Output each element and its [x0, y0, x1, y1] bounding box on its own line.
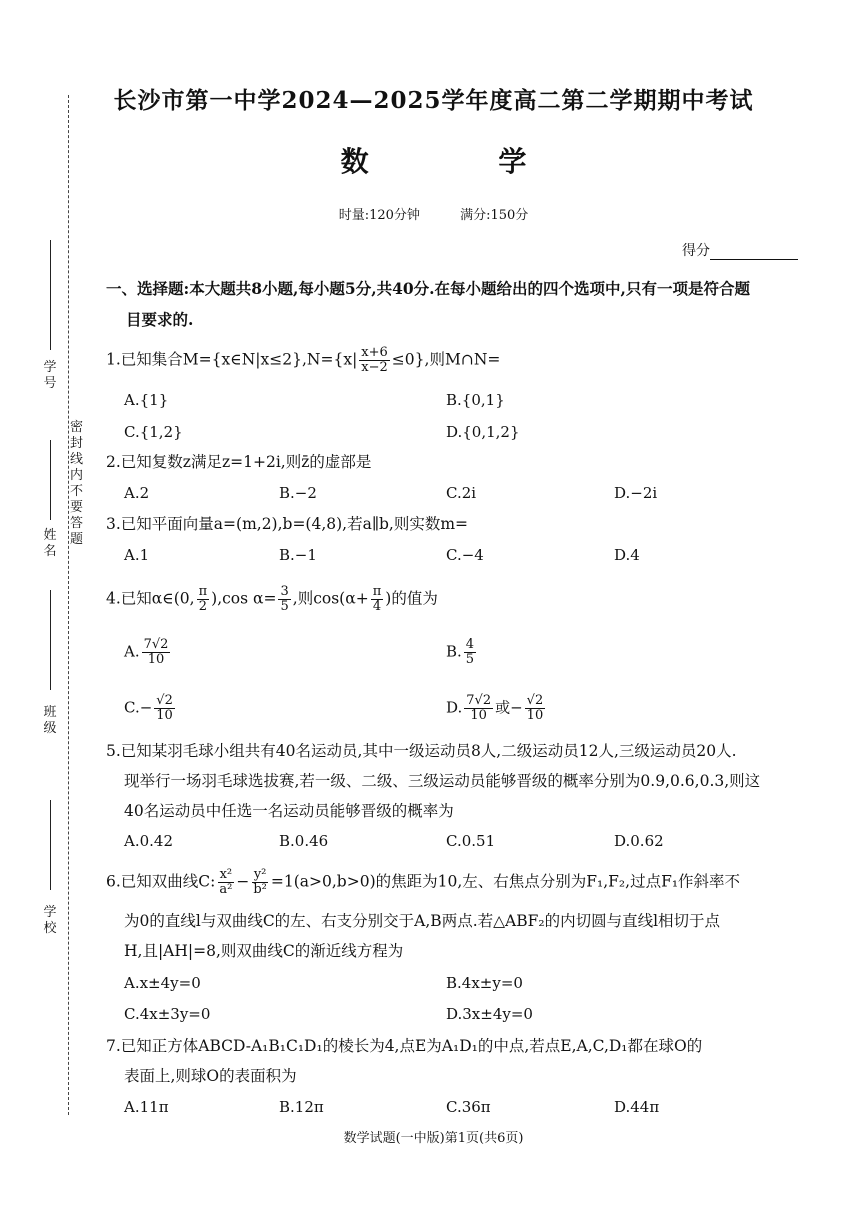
q6-option-c: C.4x±3y=0: [124, 1005, 211, 1023]
q1-option-a: A.{1}: [124, 391, 169, 409]
student-id-label: 学号: [43, 360, 57, 391]
q4-option-b: B. $\frac{4}{5}$: [446, 637, 475, 667]
exam-meta: [0, 204, 867, 223]
q7-option-a: A.11π: [124, 1098, 169, 1116]
q1-stem: 1.已知集合M={x∈N|x≤2},N={x| $\frac{x+6}{x-2}$ ≤0},则M∩N=: [106, 345, 501, 375]
score-blank[interactable]: [710, 245, 798, 260]
q4-stem: 4.已知α∈(0, $\frac{\pi}{2}$ ),cos α= $\frac{3}{5}$ ,则cos(α+ $\frac{\pi}{4}$ )的值为: [106, 584, 438, 614]
name-label: 姓名: [43, 528, 57, 559]
q6-line2: 为0的直线l与双曲线C的左、右支分别交于A,B两点.若△ABF₂的内切圆与直线l相切于点: [124, 912, 721, 930]
q3-option-d: D.4: [614, 546, 640, 564]
q7-option-c: C.36π: [446, 1098, 491, 1116]
q2-option-a: A.2: [124, 484, 150, 502]
q6-line1: 6.已知双曲线C: $\frac{\text{x²}}{\text{a²}}$ − $\frac{\text{y²}}{\text{b²}}$ =1(a>0,b>0)的焦距为10,左、右焦点分别为F₁,F₂,过点F₁作斜率不: [106, 867, 741, 897]
q5-option-d: D.0.62: [614, 832, 664, 850]
exam-title: 长沙市第一中学2024—2025学年度高二第二学期期中考试: [113, 87, 754, 114]
q6-option-a: A.x±4y=0: [124, 974, 201, 992]
q4-option-d: D. $\frac{7√2}{10}$ 或− $\frac{√2}{10}$: [446, 693, 544, 723]
score-label: 得分: [682, 243, 710, 259]
binding-dashed-line: [68, 95, 69, 1115]
q3-option-c: C.−4: [446, 546, 484, 564]
q2-option-d: D.−2i: [614, 484, 658, 502]
q2-option-b: B.−2: [279, 484, 317, 502]
q5-option-c: C.0.51: [446, 832, 496, 850]
q6-option-d: D.3x±4y=0: [446, 1005, 533, 1023]
q3-stem: 3.已知平面向量a=(m,2),b=(4,8),若a∥b,则实数m=: [106, 515, 469, 533]
q5-option-a: A.0.42: [124, 832, 173, 850]
q1-option-c: C.{1,2}: [124, 423, 183, 441]
q4-option-a: A. $\frac{7√2}{10}$: [124, 637, 169, 667]
subject-title: 数 学: [340, 145, 587, 178]
q3-option-b: B.−1: [279, 546, 317, 564]
q6-option-b: B.4x±y=0: [446, 974, 523, 992]
section1-heading-line1: 一、选择题:本大题共8小题,每小题5分,共40分.在每小题给出的四个选项中,只有一项是符合题: [106, 279, 750, 298]
class-line: [50, 590, 51, 690]
name-line: [50, 440, 51, 520]
q7-line2: 表面上,则球O的表面积为: [124, 1067, 297, 1085]
q1-option-b: B.{0,1}: [446, 391, 505, 409]
q5-line1: 5.已知某羽毛球小组共有40名运动员,其中一级运动员8人,二级运动员12人,三级运动员20人.: [106, 742, 737, 760]
time-limit: 时量:120分钟: [338, 208, 420, 223]
q3-option-a: A.1: [124, 546, 150, 564]
q1-option-d: D.{0,1,2}: [446, 423, 520, 441]
page-footer: 数学试题(一中版)第1页(共6页): [343, 1131, 524, 1146]
q7-option-b: B.12π: [279, 1098, 324, 1116]
q2-option-c: C.2i: [446, 484, 477, 502]
section1-heading-line2: 目要求的.: [126, 310, 194, 329]
q7-option-d: D.44π: [614, 1098, 660, 1116]
q4-option-c: C.− $\frac{√2}{10}$: [124, 693, 173, 723]
q2-stem: 2.已知复数z满足z=1+2i,则z̄的虚部是: [106, 453, 372, 471]
student-id-line: [50, 240, 51, 350]
q5-line2: 现举行一场羽毛球选拔赛,若一级、二级、三级运动员能够晋级的概率分别为0.9,0.6,0.3,则这: [124, 772, 761, 790]
score-field[interactable]: [682, 240, 798, 260]
full-score: 满分:150分: [460, 208, 529, 223]
sealing-notice: 密封线内不要答题: [70, 420, 96, 547]
q5-option-b: B.0.46: [279, 832, 329, 850]
q5-line3: 40名运动员中任选一名运动员能够晋级的概率为: [124, 802, 454, 820]
q7-line1: 7.已知正方体ABCD-A₁B₁C₁D₁的棱长为4,点E为A₁D₁的中点,若点E,A,C,D₁都在球O的: [106, 1037, 703, 1055]
class-label: 班级: [43, 705, 57, 736]
school-label: 学校: [43, 905, 57, 936]
q6-line3: H,且|AH|=8,则双曲线C的渐近线方程为: [124, 942, 404, 960]
school-line: [50, 800, 51, 890]
